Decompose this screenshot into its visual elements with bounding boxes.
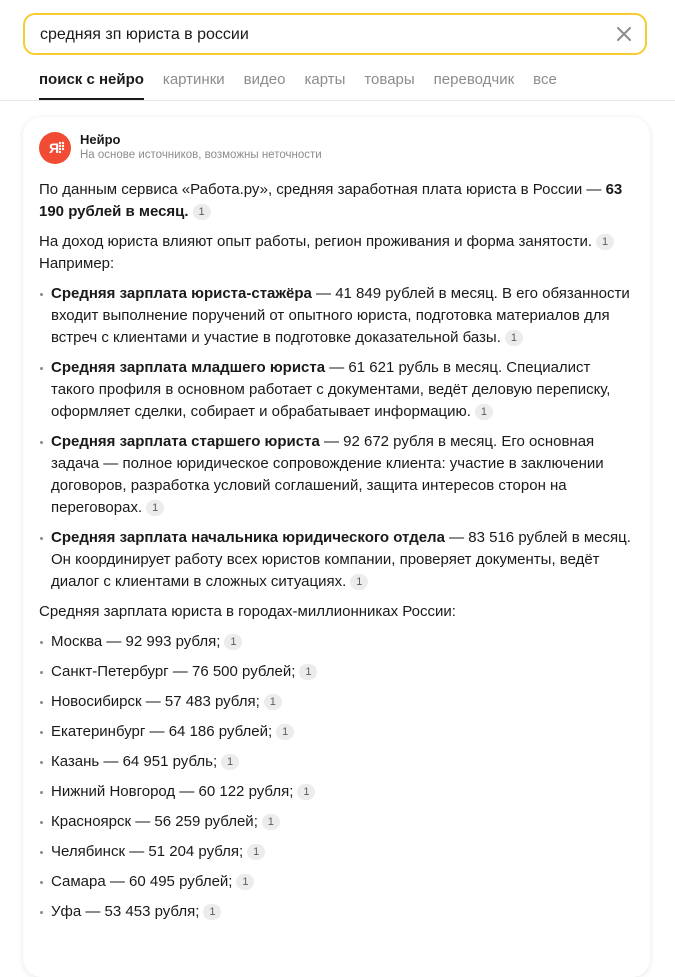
- source-ref-badge[interactable]: 1: [247, 844, 265, 860]
- source-ref-badge[interactable]: 1: [596, 234, 614, 250]
- tab-translator[interactable]: переводчик: [433, 71, 515, 88]
- list-item: Санкт-Петербург — 76 500 рублей; 1: [39, 661, 635, 683]
- tab-all[interactable]: все: [533, 71, 557, 88]
- tab-neuro-search[interactable]: поиск с нейро: [39, 72, 144, 100]
- svg-text:Я: Я: [49, 140, 60, 156]
- list-item: Москва — 92 993 рубля; 1: [39, 631, 635, 653]
- source-ref-badge[interactable]: 1: [236, 874, 254, 890]
- neuro-answer-card: [23, 117, 650, 977]
- list-item: Екатеринбург — 64 186 рублей; 1: [39, 721, 635, 743]
- tab-maps[interactable]: карты: [304, 71, 346, 88]
- list-item: Красноярск — 56 259 рублей; 1: [39, 811, 635, 833]
- tab-goods[interactable]: товары: [364, 71, 415, 88]
- source-ref-badge[interactable]: 1: [276, 724, 294, 740]
- list-item: Средняя зарплата старшего юриста — 92 672 рубля в месяц. Его основная задача — полное юридическое сопровождение клиента: участие в заключении договоров, разработка условий соглашений, защита интересов сторон на переговорах. 1: [39, 431, 635, 519]
- list-item: Новосибирск — 57 483 рубля; 1: [39, 691, 635, 713]
- source-ref-badge[interactable]: 1: [505, 330, 523, 346]
- list-item: Челябинск — 51 204 рубля; 1: [39, 841, 635, 863]
- list-item: Казань — 64 951 рубль; 1: [39, 751, 635, 773]
- roles-list: [39, 283, 635, 593]
- source-ref-badge[interactable]: 1: [350, 574, 368, 590]
- search-input[interactable]: средняя зп юриста в россии: [40, 26, 249, 43]
- source-ref-badge[interactable]: 1: [299, 664, 317, 680]
- source-ref-badge[interactable]: 1: [262, 814, 280, 830]
- source-ref-badge[interactable]: 1: [203, 904, 221, 920]
- source-ref-badge[interactable]: 1: [297, 784, 315, 800]
- search-tabs: [39, 72, 576, 100]
- list-item: Средняя зарплата младшего юриста — 61 621 рубль в месяц. Специалист такого профиля в основном работает с документами, ведёт деловую переписку, оформляет сделки, собирает и обрабатывает информацию. 1: [39, 357, 635, 423]
- tabs-divider: [0, 100, 675, 101]
- close-icon[interactable]: [613, 23, 635, 45]
- source-ref-badge[interactable]: 1: [475, 404, 493, 420]
- source-ref-badge[interactable]: 1: [264, 694, 282, 710]
- search-bar[interactable]: [23, 13, 647, 55]
- list-item: Средняя зарплата начальника юридического отдела — 83 516 рублей в месяц. Он координирует работу всех юристов компании, проверяет документы, ведёт диалог с клиентами в сложных ситуациях. 1: [39, 527, 635, 593]
- list-item: Средняя зарплата юриста-стажёра — 41 849 рублей в месяц. В его обязанности входит выполнение поручений от опытного юриста, подготовка материалов для встреч с клиентами и участие в подготовке доказательной базы. 1: [39, 283, 635, 349]
- answer-content: [39, 179, 635, 931]
- neuro-subtitle: На основе источников, возможны неточности: [80, 149, 322, 161]
- cities-intro: Средняя зарплата юриста в городах-миллионниках России:: [39, 603, 456, 620]
- neuro-logo-icon: [39, 132, 71, 164]
- cities-list: [39, 631, 635, 923]
- list-item: Нижний Новгород — 60 122 рубля; 1: [39, 781, 635, 803]
- list-item: Уфа — 53 453 рубля; 1: [39, 901, 635, 923]
- list-item: Самара — 60 495 рублей; 1: [39, 871, 635, 893]
- tab-video[interactable]: видео: [243, 71, 286, 88]
- source-ref-badge[interactable]: 1: [146, 500, 164, 516]
- source-ref-badge[interactable]: 1: [193, 204, 211, 220]
- neuro-title: Нейро: [80, 132, 121, 147]
- answer-paragraph: На доход юриста влияют опыт работы, регион проживания и форма занятости. 1 Например:: [39, 231, 635, 275]
- source-ref-badge[interactable]: 1: [224, 634, 242, 650]
- source-ref-badge[interactable]: 1: [221, 754, 239, 770]
- answer-paragraph: По данным сервиса «Работа.ру», средняя заработная плата юриста в России — 63 190 рублей в месяц. 1: [39, 181, 623, 220]
- tab-images[interactable]: картинки: [162, 71, 225, 88]
